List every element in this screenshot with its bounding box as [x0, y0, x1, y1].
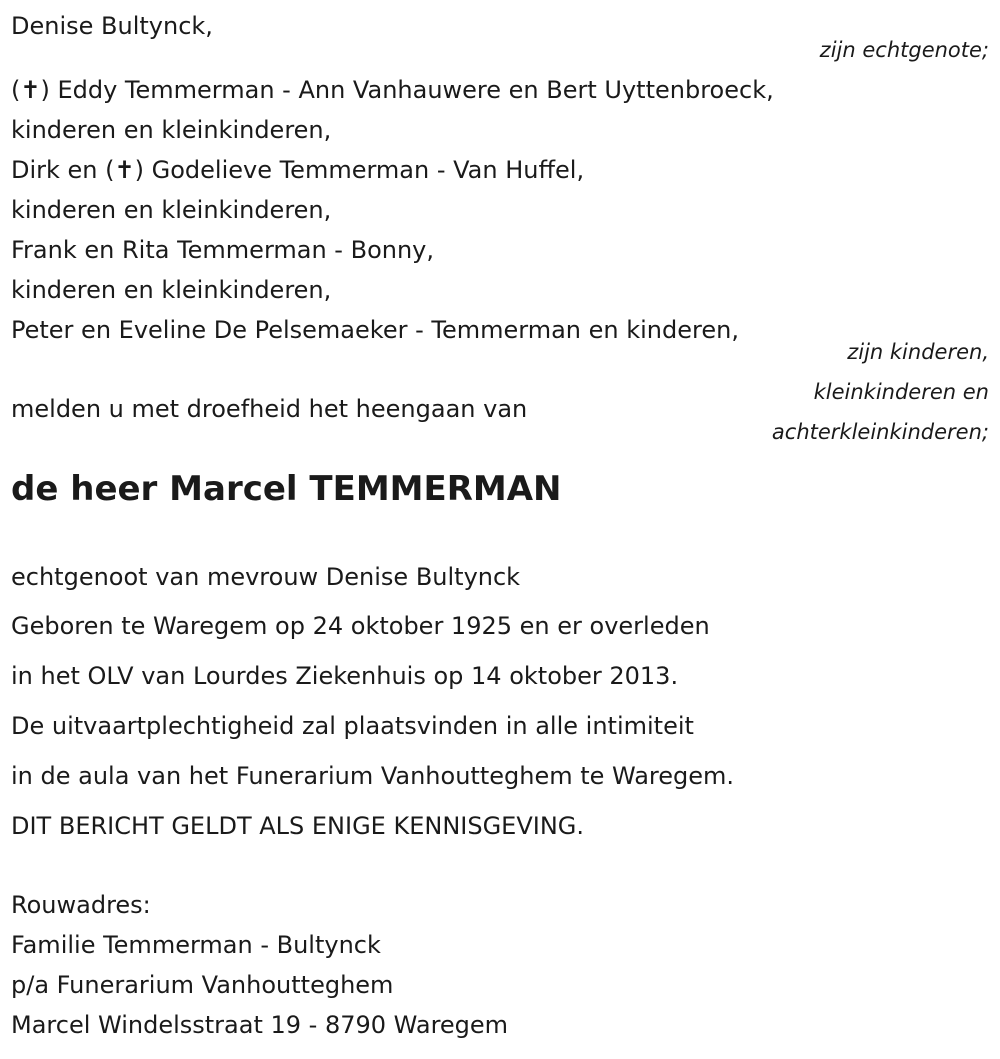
family-line-2: kinderen en kleinkinderen, — [11, 116, 332, 144]
children-role-2: kleinkinderen en — [813, 380, 989, 404]
children-role-3: achterkleinkinderen; — [771, 420, 989, 444]
family-line-3: Dirk en (✝) Godelieve Temmerman - Van Huffel, — [11, 156, 585, 184]
children-role-1: zijn kinderen, — [847, 340, 989, 364]
family-line-7: Peter en Eveline De Pelsemaeker - Temmerman en kinderen, — [11, 316, 739, 344]
detail-line-2: Geboren te Waregem op 24 oktober 1925 en er overleden — [11, 612, 710, 640]
address-label: Rouwadres: — [11, 891, 151, 919]
family-line-4: kinderen en kleinkinderen, — [11, 196, 332, 224]
detail-line-4: De uitvaartplechtigheid zal plaatsvinden in alle intimiteit — [11, 712, 694, 740]
detail-line-1: echtgenoot van mevrouw Denise Bultynck — [11, 563, 521, 591]
address-line-2: p/a Funerarium Vanhoutteghem — [11, 971, 394, 999]
detail-line-3: in het OLV van Lourdes Ziekenhuis op 14 oktober 2013. — [11, 662, 679, 690]
family-line-5: Frank en Rita Temmerman - Bonny, — [11, 236, 434, 264]
family-line-6: kinderen en kleinkinderen, — [11, 276, 332, 304]
deceased-name: de heer Marcel TEMMERMAN — [11, 469, 562, 509]
spouse-role: zijn echtgenote; — [819, 38, 989, 62]
detail-line-6: DIT BERICHT GELDT ALS ENIGE KENNISGEVING. — [11, 812, 585, 840]
address-line-1: Familie Temmerman - Bultynck — [11, 931, 381, 959]
family-line-1: (✝) Eddy Temmerman - Ann Vanhauwere en Bert Uyttenbroeck, — [11, 76, 774, 104]
announcement-text: melden u met droefheid het heengaan van — [11, 395, 528, 423]
detail-line-5: in de aula van het Funerarium Vanhoutteghem te Waregem. — [11, 762, 735, 790]
spouse-name: Denise Bultynck, — [11, 12, 213, 40]
address-line-3: Marcel Windelsstraat 19 - 8790 Waregem — [11, 1011, 509, 1039]
